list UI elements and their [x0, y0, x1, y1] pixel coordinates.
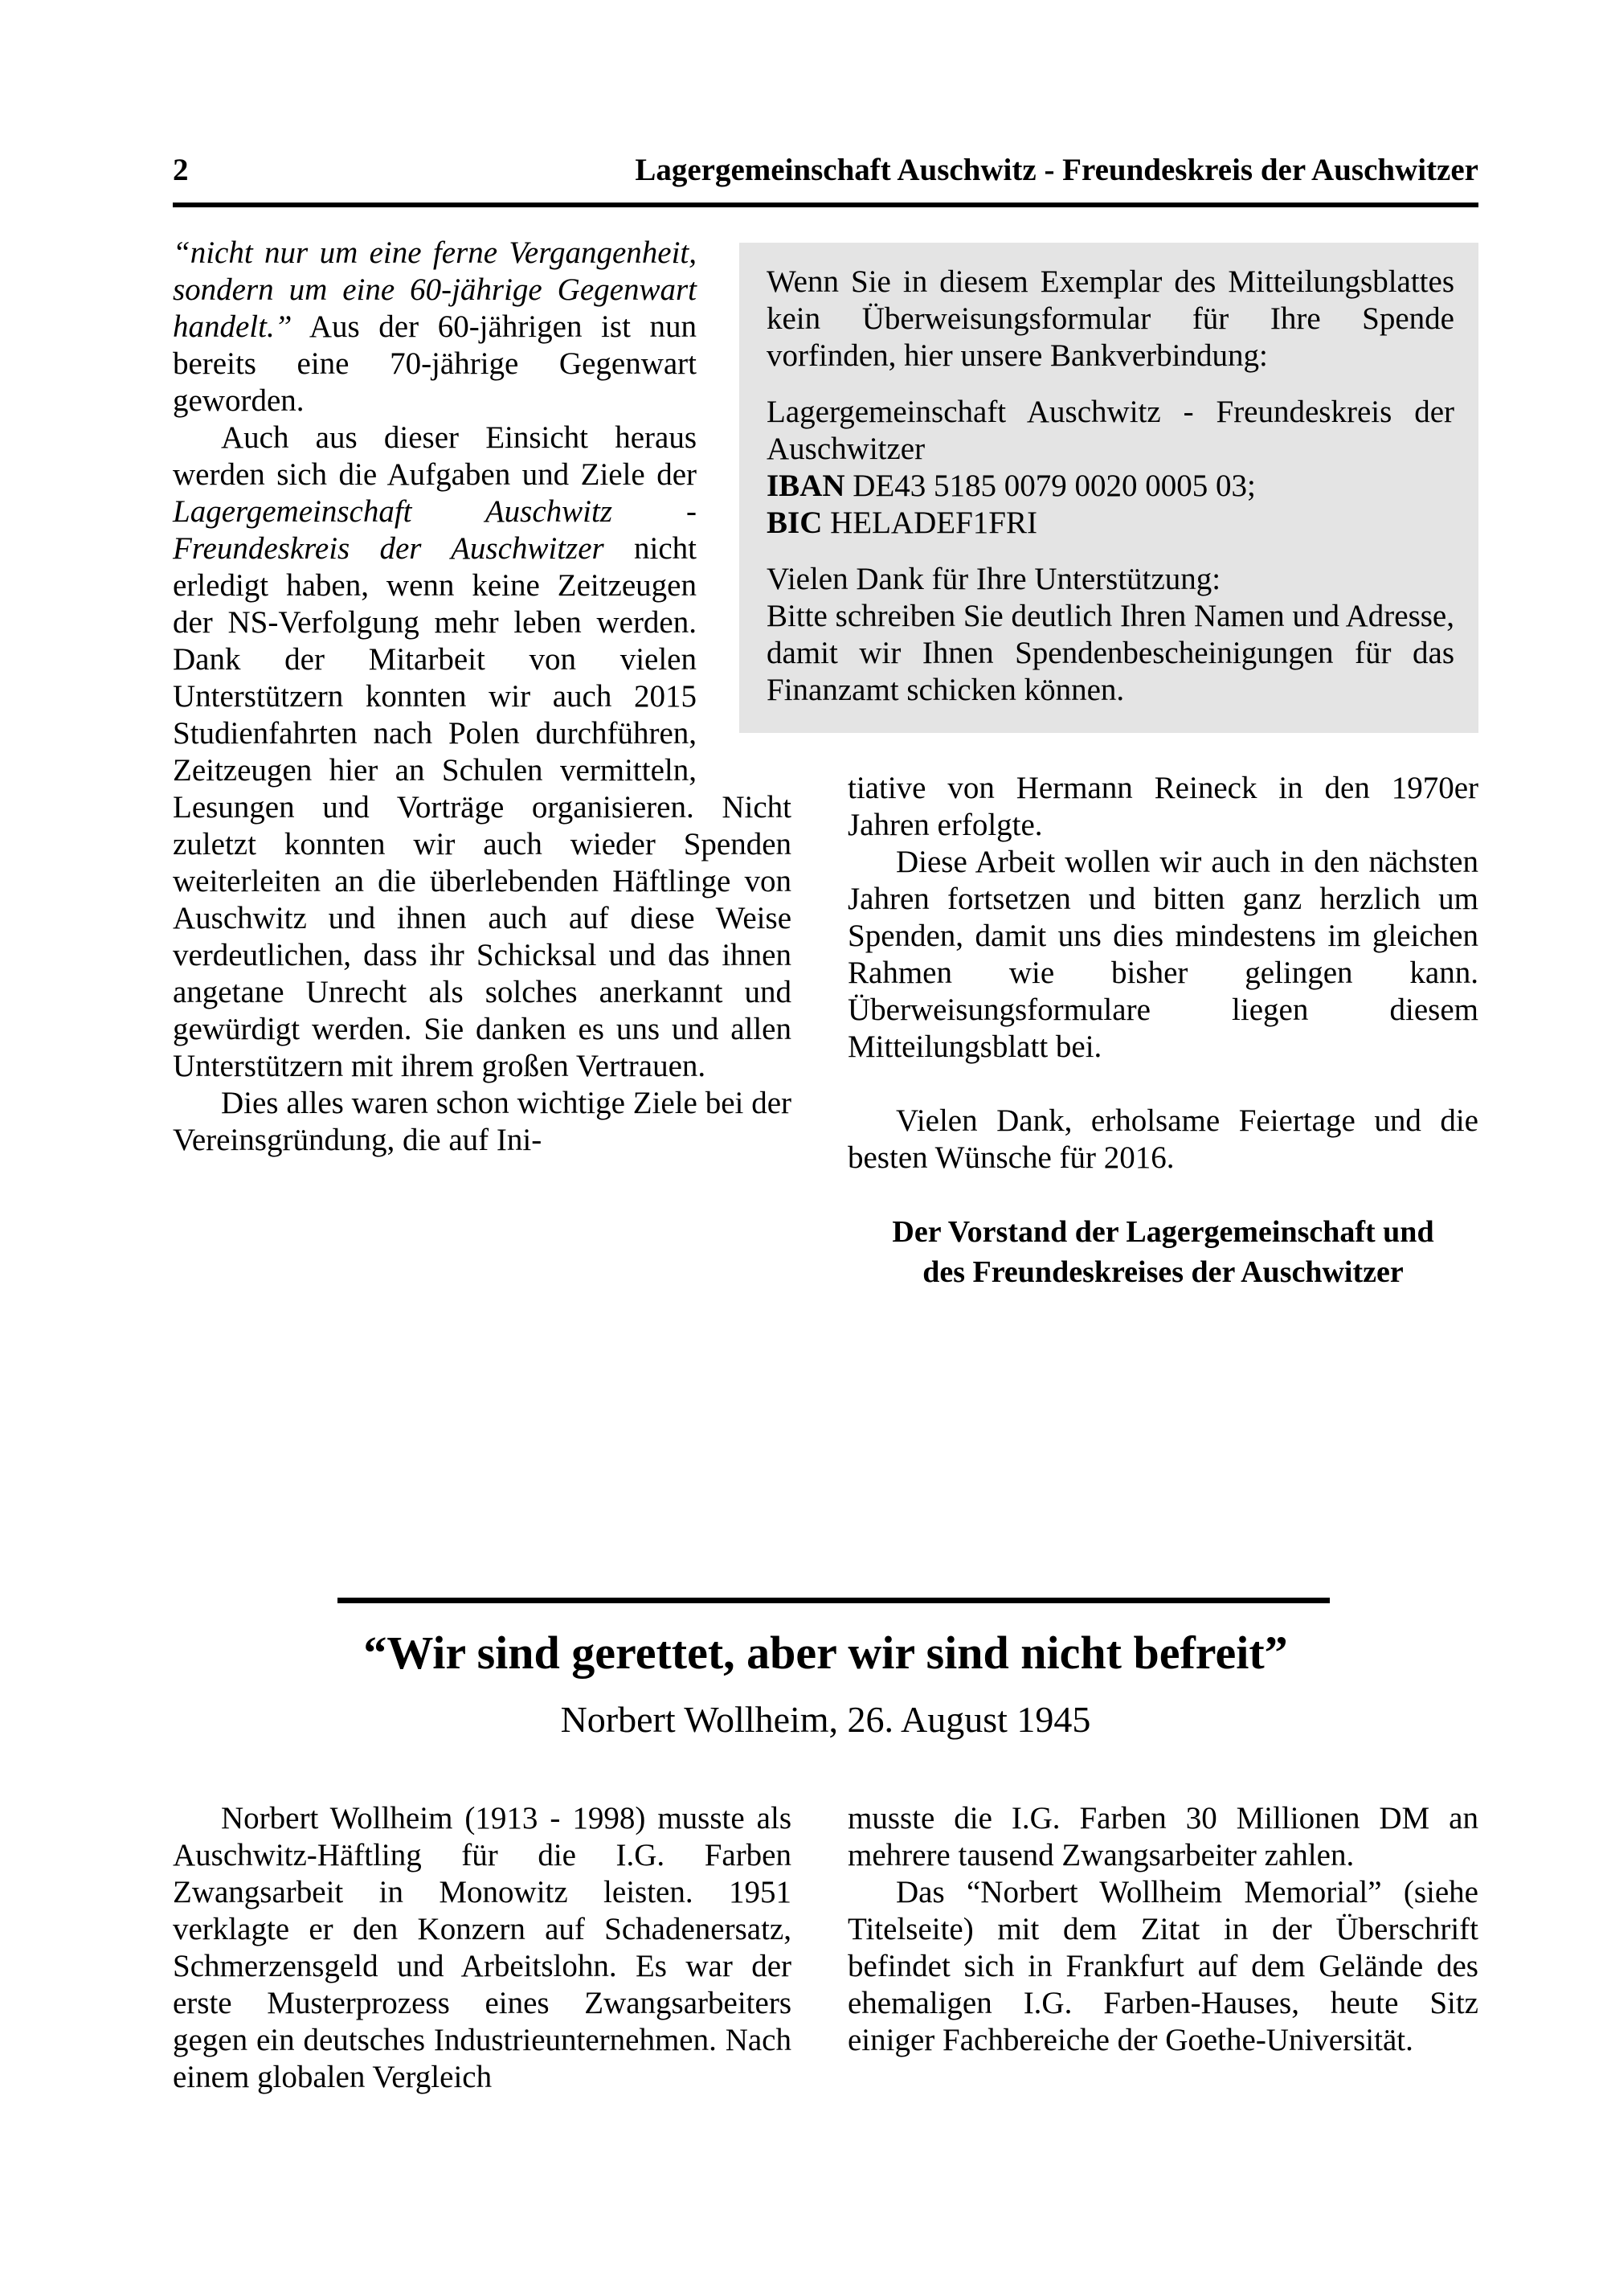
iban-label: IBAN — [767, 469, 845, 503]
left-column — [173, 235, 791, 1292]
organization-name-italic: Lagergemeinschaft Auschwitz - Freundeskreis der Auschwitzer — [173, 494, 697, 566]
infobox-intro: Wenn Sie in diesem Exemplar des Mitteilungsblattes kein Überweisungsformular für Ihre Spende vorfinden, hier unsere Bankverbindung: — [767, 264, 1454, 373]
bic-line — [767, 505, 1454, 542]
infobox-account-holder: Lagergemeinschaft Auschwitz - Freundeskreis der Auschwitzer — [767, 395, 1454, 466]
header-rule — [173, 203, 1478, 207]
paragraph-memorial: Das “Norbert Wollheim Memorial” (siehe Titelseite) mit dem Zitat in der Überschrift befindet sich in Frankfurt auf dem Gelände des ehemaligen I.G. Farben-Hauses, heute Sitz einiger Fachbereiche der Goethe-Universität. — [848, 1875, 1478, 2057]
paragraph-settlement: musste die I.G. Farben 30 Millionen DM an mehrere tausend Zwangsarbeiter zahlen. — [848, 1801, 1478, 1872]
article-second — [173, 1800, 1478, 2096]
bic-label: BIC — [767, 505, 823, 540]
bic-value: HELADEF1FRI — [822, 505, 1037, 540]
section-divider-rule — [337, 1598, 1330, 1603]
paragraph-founding: Dies alles waren schon wichtige Ziele bei der Vereinsgründung, die auf Ini- — [173, 1086, 791, 1157]
paragraph-wollheim-bio: Norbert Wollheim (1913 - 1998) musste als Auschwitz-Häftling für die I.G. Farben Zwangsarbeit in Monowitz leisten. 1951 verklagte er den Konzern auf Schadenersatz, Schmerzensgeld und Arbeitslohn. Es war der erste Musterprozess eines Zwangsarbeiters gegen ein deutsches Industrieunternehmen. Nach einem globalen Vergleich — [173, 1801, 791, 2094]
page-header — [173, 153, 1478, 189]
signature-line-1: Der Vorstand der Lagergemeinschaft und — [892, 1215, 1434, 1249]
header-title: Lagergemeinschaft Auschwitz - Freundeskreis der Auschwitzer — [635, 153, 1478, 187]
right-column-text — [848, 770, 1478, 1292]
quote-italic-text: “nicht nur um eine ferne Vergangenheit, sondern um eine 60-jährige Gegenwart handelt.” — [173, 235, 697, 344]
infobox-thanks: Vielen Dank für Ihre Unterstützung: — [767, 562, 1221, 596]
paragraph-founding-continuation: tiative von Hermann Reineck in den 1970er Jahren erfolgte. — [848, 771, 1478, 842]
paragraph-future-work: Diese Arbeit wollen wir auch in den nächsten Jahren fortsetzen und bitten ganz herzlich um Spenden, damit uns dies mindestens im gleichen Rahmen wie bisher gelingen kann. Überweisungsformulare liegen diesem Mitteilungsblatt bei. — [848, 845, 1478, 1064]
paragraph-season-greetings: Vielen Dank, erholsame Feiertage und die besten Wünsche für 2016. — [848, 1103, 1478, 1175]
article-first — [173, 235, 1478, 1292]
bank-infobox — [739, 243, 1478, 733]
aims-text-b: nicht erledigt haben, wenn keine Zeitzeugen der NS-Verfolgung mehr leben werden. Dank der Mitarbeit von vielen Unterstützern konnten wir auch 2015 Studienfahrten nach Polen durchführen, Zeitzeugen hier an Schulen vermitteln, Lesungen und Vorträge organisieren. Nicht zuletzt konnten wir auch wieder Spenden weiterleiten an die überlebenden Häftlinge von Auschwitz und ihnen auch auf diese Weise verdeutlichen, dass ihr Schicksal und das ihnen angetane Unrecht als solches anerkannt und gewürdigt werden. Sie danken es uns und allen Unterstützern mit ihrem großen Vertrauen. — [173, 531, 791, 1083]
iban-line — [767, 468, 1454, 505]
signature-block — [848, 1212, 1478, 1292]
quote-following-text: Aus der 60-jährigen ist nun bereits eine 70-jährige Gegenwart geworden. — [173, 309, 697, 418]
article2-right-column — [848, 1800, 1478, 2096]
infobox-note: Bitte schreiben Sie deutlich Ihren Namen und Adresse, damit wir Ihnen Spendenbescheinigungen für das Finanzamt schicken können. — [767, 599, 1454, 707]
signature-line-2: des Freundeskreises der Auschwitzer — [922, 1255, 1404, 1289]
article-subheadline: Norbert Wollheim, 26. August 1945 — [560, 1699, 1091, 1740]
page-number: 2 — [173, 153, 189, 187]
iban-value: DE43 5185 0079 0020 0005 03; — [844, 469, 1256, 503]
article2-left-column — [173, 1800, 791, 2096]
aims-text-a: Auch aus dieser Einsicht heraus werden sich die Aufgaben und Ziele der — [173, 420, 697, 492]
article-headline: “Wir sind gerettet, aber wir sind nicht befreit” — [363, 1627, 1288, 1679]
right-column — [767, 235, 1478, 1292]
column-gutter — [791, 1800, 848, 2096]
